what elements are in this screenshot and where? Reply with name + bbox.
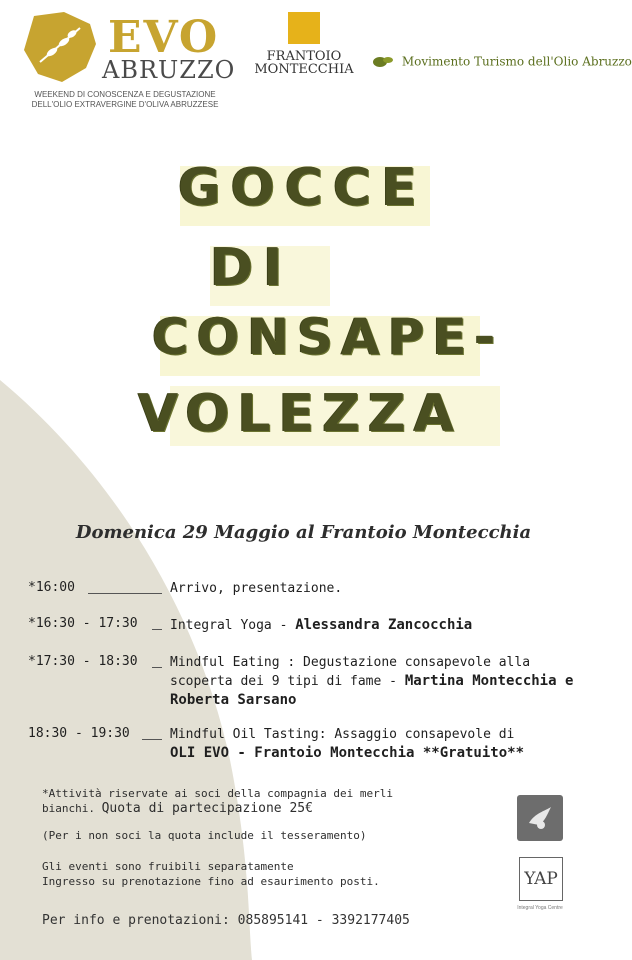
members-note-bianchi: bianchi. [42, 802, 95, 815]
members-note-line-1: *Attività riservate ai soci della compagnia dei merli [42, 787, 393, 800]
compagnia-merli-bianchi-logo [517, 795, 563, 841]
members-note-line-2 [42, 801, 462, 816]
headline-line-2: DI [210, 238, 293, 298]
schedule-dash [88, 593, 162, 594]
headline-line-3: CONSAPE- [152, 308, 504, 366]
schedule-desc [170, 580, 590, 598]
schedule-dash [152, 629, 162, 630]
schedule-desc-text: Mindful Oil Tasting: Assaggio consapevole di [170, 727, 515, 742]
booking-note: Ingresso su prenotazione fino ad esaurimento posti. [42, 875, 380, 888]
frantoio-name-line-2: MONTECCHIA [254, 62, 354, 77]
schedule-desc-text: Mindful Eating : Degustazione consapevole alla scoperta dei 9 tipi di fame - [170, 655, 531, 689]
evo-subtitle: ABRUZZO [102, 56, 236, 84]
evo-title: EVO [108, 12, 220, 63]
frantoio-montecchia-logo [252, 12, 356, 76]
schedule-dash [152, 667, 162, 668]
yap-logo: YAP [519, 857, 563, 901]
frantoio-square-icon [288, 12, 320, 44]
schedule-time: 18:30 - 19:30 [28, 726, 130, 741]
non-members-note: (Per i non soci la quota include il tesseramento) [42, 829, 367, 842]
schedule-time: *16:00 [28, 580, 75, 595]
movimento-label: Movimento Turismo dell'Olio Abruzzo [401, 54, 632, 69]
schedule-desc [170, 654, 590, 710]
schedule-dash [142, 739, 162, 740]
separate-events-note: Gli eventi sono fruibili separatamente [42, 860, 294, 873]
quota-text: Quota di partecipazione 25€ [101, 801, 313, 816]
schedule-desc-text: Arrivo, presentazione. [170, 581, 343, 596]
evo-tagline-line-2: DELL'OLIO EXTRAVERGINE D'OLIVA ABRUZZESE [31, 100, 219, 109]
schedule-desc [170, 616, 590, 635]
notes [42, 786, 462, 889]
movimento-turismo-logo [372, 54, 632, 70]
headline-line-1: GOCCE [178, 158, 427, 218]
headline-line-4: VOLEZZA [138, 384, 462, 444]
bird-icon [517, 795, 563, 841]
schedule-time: *17:30 - 18:30 [28, 654, 138, 669]
header [0, 0, 632, 120]
abruzzo-map-icon [20, 10, 100, 86]
schedule-speaker: Alessandra Zancocchia [295, 617, 473, 633]
headline [130, 148, 530, 458]
schedule-time: *16:30 - 17:30 [28, 616, 138, 631]
olive-leaf-icon [372, 54, 394, 70]
evo-tagline [20, 90, 230, 110]
yap-subtitle: Integral Yoga Centre [517, 905, 563, 911]
schedule-speaker: OLI EVO - Frantoio Montecchia **Gratuito** [170, 745, 525, 761]
evo-tagline-line-1: WEEKEND DI CONOSCENZA E DEGUSTAZIONE [34, 90, 216, 99]
schedule-speaker: Martina Montecchia e Roberta Sarsano [170, 673, 574, 708]
schedule-desc [170, 726, 590, 762]
frantoio-name-line-1: FRANTOIO [266, 49, 342, 64]
contact-info: Per info e prenotazioni: 085895141 - 3392177405 [42, 913, 410, 928]
schedule-desc-text: Integral Yoga - [170, 618, 296, 633]
event-date: Domenica 29 Maggio al Frantoio Montecchia [75, 522, 532, 543]
